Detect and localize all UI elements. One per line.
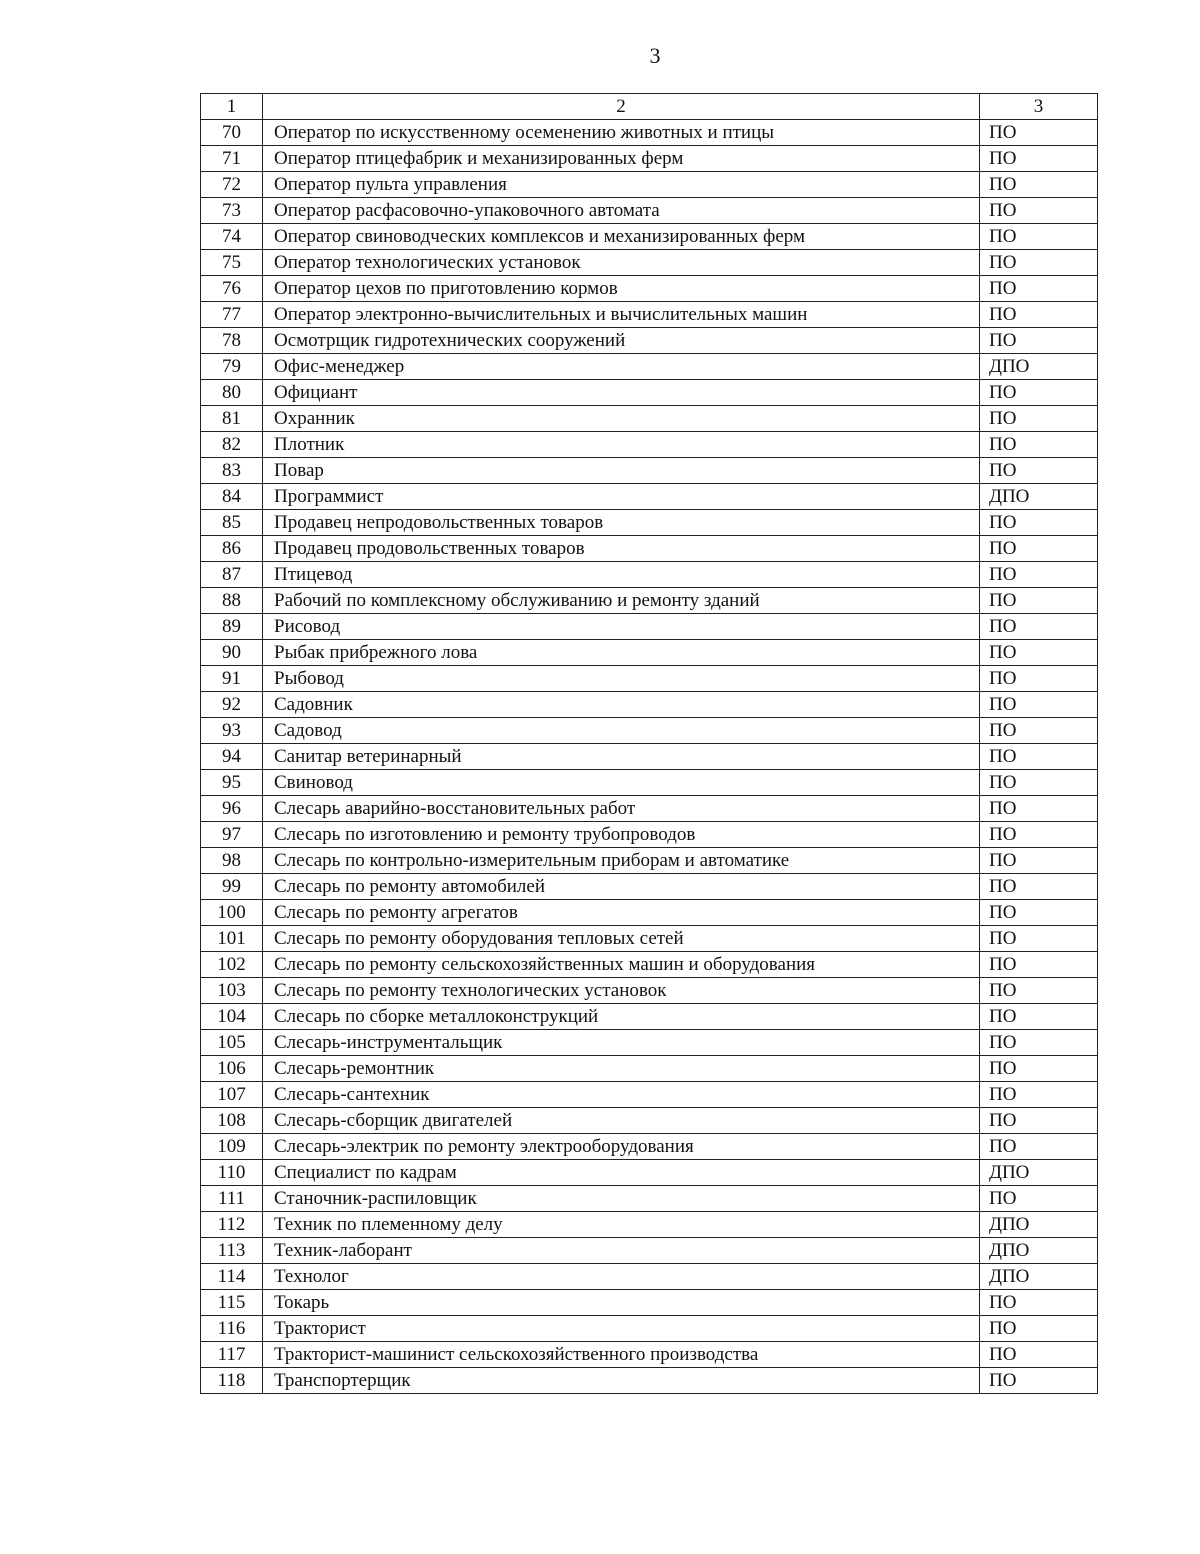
row-number-cell: 79 xyxy=(201,354,263,380)
table-row xyxy=(201,120,1098,146)
education-type-cell: ПО xyxy=(980,1134,1098,1160)
profession-name-cell: Слесарь по ремонту автомобилей xyxy=(263,874,980,900)
education-type-cell: ДПО xyxy=(980,354,1098,380)
row-number-cell: 112 xyxy=(201,1212,263,1238)
row-number-cell: 106 xyxy=(201,1056,263,1082)
profession-name-cell: Оператор пульта управления xyxy=(263,172,980,198)
education-type-cell: ПО xyxy=(980,510,1098,536)
row-number-cell: 114 xyxy=(201,1264,263,1290)
row-number-cell: 86 xyxy=(201,536,263,562)
profession-name-cell: Тракторист xyxy=(263,1316,980,1342)
row-number-cell: 75 xyxy=(201,250,263,276)
professions-table xyxy=(200,93,1098,1394)
row-number-cell: 77 xyxy=(201,302,263,328)
profession-name-cell: Слесарь-инструментальщик xyxy=(263,1030,980,1056)
education-type-cell: ПО xyxy=(980,796,1098,822)
profession-name-cell: Токарь xyxy=(263,1290,980,1316)
row-number-cell: 99 xyxy=(201,874,263,900)
education-type-cell: ПО xyxy=(980,172,1098,198)
education-type-cell: ПО xyxy=(980,198,1098,224)
row-number-cell: 72 xyxy=(201,172,263,198)
row-number-cell: 115 xyxy=(201,1290,263,1316)
table-row xyxy=(201,354,1098,380)
row-number-cell: 117 xyxy=(201,1342,263,1368)
education-type-cell: ПО xyxy=(980,1290,1098,1316)
education-type-cell: ПО xyxy=(980,926,1098,952)
table-row xyxy=(201,1342,1098,1368)
row-number-cell: 84 xyxy=(201,484,263,510)
table-row xyxy=(201,718,1098,744)
profession-name-cell: Слесарь-ремонтник xyxy=(263,1056,980,1082)
row-number-cell: 105 xyxy=(201,1030,263,1056)
table-row xyxy=(201,874,1098,900)
row-number-cell: 94 xyxy=(201,744,263,770)
profession-name-cell: Техник-лаборант xyxy=(263,1238,980,1264)
row-number-cell: 110 xyxy=(201,1160,263,1186)
education-type-cell: ПО xyxy=(980,822,1098,848)
table-row xyxy=(201,1264,1098,1290)
education-type-cell: ДПО xyxy=(980,1238,1098,1264)
profession-name-cell: Продавец непродовольственных товаров xyxy=(263,510,980,536)
education-type-cell: ПО xyxy=(980,952,1098,978)
row-number-cell: 101 xyxy=(201,926,263,952)
profession-name-cell: Садовод xyxy=(263,718,980,744)
row-number-cell: 98 xyxy=(201,848,263,874)
table-row xyxy=(201,978,1098,1004)
education-type-cell: ПО xyxy=(980,120,1098,146)
table-row xyxy=(201,692,1098,718)
table-row xyxy=(201,822,1098,848)
row-number-cell: 70 xyxy=(201,120,263,146)
profession-name-cell: Продавец продовольственных товаров xyxy=(263,536,980,562)
profession-name-cell: Слесарь-сантехник xyxy=(263,1082,980,1108)
profession-name-cell: Оператор по искусственному осеменению животных и птицы xyxy=(263,120,980,146)
row-number-cell: 116 xyxy=(201,1316,263,1342)
profession-name-cell: Птицевод xyxy=(263,562,980,588)
education-type-cell: ПО xyxy=(980,744,1098,770)
profession-name-cell: Слесарь по сборке металлоконструкций xyxy=(263,1004,980,1030)
profession-name-cell: Тракторист-машинист сельскохозяйственного производства xyxy=(263,1342,980,1368)
table-row xyxy=(201,146,1098,172)
table-row xyxy=(201,744,1098,770)
education-type-cell: ПО xyxy=(980,1004,1098,1030)
profession-name-cell: Транспортерщик xyxy=(263,1368,980,1394)
education-type-cell: ПО xyxy=(980,1056,1098,1082)
profession-name-cell: Слесарь по ремонту технологических установок xyxy=(263,978,980,1004)
profession-name-cell: Оператор технологических установок xyxy=(263,250,980,276)
column-header-name: 2 xyxy=(263,94,980,120)
profession-name-cell: Рабочий по комплексному обслуживанию и ремонту зданий xyxy=(263,588,980,614)
profession-name-cell: Рисовод xyxy=(263,614,980,640)
table-row xyxy=(201,1134,1098,1160)
row-number-cell: 73 xyxy=(201,198,263,224)
table-row xyxy=(201,952,1098,978)
table-row xyxy=(201,1316,1098,1342)
row-number-cell: 74 xyxy=(201,224,263,250)
profession-name-cell: Осмотрщик гидротехнических сооружений xyxy=(263,328,980,354)
row-number-cell: 118 xyxy=(201,1368,263,1394)
profession-name-cell: Официант xyxy=(263,380,980,406)
education-type-cell: ПО xyxy=(980,692,1098,718)
table-row xyxy=(201,926,1098,952)
row-number-cell: 91 xyxy=(201,666,263,692)
table-row xyxy=(201,1030,1098,1056)
column-header-number: 1 xyxy=(201,94,263,120)
education-type-cell: ПО xyxy=(980,328,1098,354)
row-number-cell: 97 xyxy=(201,822,263,848)
profession-name-cell: Санитар ветеринарный xyxy=(263,744,980,770)
education-type-cell: ПО xyxy=(980,1108,1098,1134)
profession-name-cell: Оператор свиноводческих комплексов и механизированных ферм xyxy=(263,224,980,250)
table-body xyxy=(201,120,1098,1394)
row-number-cell: 80 xyxy=(201,380,263,406)
row-number-cell: 78 xyxy=(201,328,263,354)
row-number-cell: 89 xyxy=(201,614,263,640)
table-row xyxy=(201,380,1098,406)
education-type-cell: ПО xyxy=(980,1030,1098,1056)
table-row xyxy=(201,1082,1098,1108)
table-row xyxy=(201,510,1098,536)
education-type-cell: ПО xyxy=(980,770,1098,796)
table-row xyxy=(201,1238,1098,1264)
table-row xyxy=(201,1212,1098,1238)
education-type-cell: ПО xyxy=(980,614,1098,640)
row-number-cell: 76 xyxy=(201,276,263,302)
table-row xyxy=(201,588,1098,614)
table-row xyxy=(201,250,1098,276)
row-number-cell: 83 xyxy=(201,458,263,484)
table-row xyxy=(201,458,1098,484)
row-number-cell: 108 xyxy=(201,1108,263,1134)
profession-name-cell: Слесарь аварийно-восстановительных работ xyxy=(263,796,980,822)
profession-name-cell: Слесарь по ремонту оборудования тепловых сетей xyxy=(263,926,980,952)
table-row xyxy=(201,198,1098,224)
profession-name-cell: Слесарь по ремонту сельскохозяйственных машин и оборудования xyxy=(263,952,980,978)
profession-name-cell: Слесарь по ремонту агрегатов xyxy=(263,900,980,926)
education-type-cell: ПО xyxy=(980,874,1098,900)
education-type-cell: ПО xyxy=(980,1316,1098,1342)
profession-name-cell: Техник по племенному делу xyxy=(263,1212,980,1238)
education-type-cell: ДПО xyxy=(980,484,1098,510)
table-row xyxy=(201,536,1098,562)
profession-name-cell: Программист xyxy=(263,484,980,510)
profession-name-cell: Садовник xyxy=(263,692,980,718)
row-number-cell: 102 xyxy=(201,952,263,978)
row-number-cell: 90 xyxy=(201,640,263,666)
education-type-cell: ПО xyxy=(980,900,1098,926)
profession-name-cell: Технолог xyxy=(263,1264,980,1290)
education-type-cell: ПО xyxy=(980,432,1098,458)
row-number-cell: 82 xyxy=(201,432,263,458)
profession-name-cell: Свиновод xyxy=(263,770,980,796)
row-number-cell: 95 xyxy=(201,770,263,796)
education-type-cell: ПО xyxy=(980,562,1098,588)
table-row xyxy=(201,1368,1098,1394)
table-row xyxy=(201,406,1098,432)
row-number-cell: 93 xyxy=(201,718,263,744)
row-number-cell: 96 xyxy=(201,796,263,822)
table-row xyxy=(201,224,1098,250)
table-row xyxy=(201,796,1098,822)
education-type-cell: ПО xyxy=(980,640,1098,666)
row-number-cell: 88 xyxy=(201,588,263,614)
row-number-cell: 85 xyxy=(201,510,263,536)
row-number-cell: 92 xyxy=(201,692,263,718)
profession-name-cell: Оператор расфасовочно-упаковочного автомата xyxy=(263,198,980,224)
education-type-cell: ПО xyxy=(980,718,1098,744)
profession-name-cell: Повар xyxy=(263,458,980,484)
row-number-cell: 87 xyxy=(201,562,263,588)
profession-name-cell: Офис-менеджер xyxy=(263,354,980,380)
table-row xyxy=(201,640,1098,666)
profession-name-cell: Охранник xyxy=(263,406,980,432)
column-header-type: 3 xyxy=(980,94,1098,120)
education-type-cell: ПО xyxy=(980,1186,1098,1212)
table-row xyxy=(201,1160,1098,1186)
row-number-cell: 109 xyxy=(201,1134,263,1160)
page-number: 3 xyxy=(649,43,661,68)
profession-name-cell: Станочник-распиловщик xyxy=(263,1186,980,1212)
table-row xyxy=(201,172,1098,198)
education-type-cell: ПО xyxy=(980,1082,1098,1108)
profession-name-cell: Слесарь по изготовлению и ремонту трубопроводов xyxy=(263,822,980,848)
table-header-row xyxy=(201,94,1098,120)
table-row xyxy=(201,302,1098,328)
table-row xyxy=(201,432,1098,458)
table-row xyxy=(201,562,1098,588)
table-row xyxy=(201,1056,1098,1082)
profession-name-cell: Слесарь-электрик по ремонту электрооборудования xyxy=(263,1134,980,1160)
table-row xyxy=(201,900,1098,926)
education-type-cell: ПО xyxy=(980,380,1098,406)
education-type-cell: ПО xyxy=(980,458,1098,484)
profession-name-cell: Плотник xyxy=(263,432,980,458)
profession-name-cell: Рыбак прибрежного лова xyxy=(263,640,980,666)
table-row xyxy=(201,484,1098,510)
table-row xyxy=(201,328,1098,354)
profession-name-cell: Специалист по кадрам xyxy=(263,1160,980,1186)
education-type-cell: ПО xyxy=(980,146,1098,172)
table-row xyxy=(201,666,1098,692)
education-type-cell: ПО xyxy=(980,406,1098,432)
table-row xyxy=(201,1290,1098,1316)
row-number-cell: 107 xyxy=(201,1082,263,1108)
profession-name-cell: Оператор цехов по приготовлению кормов xyxy=(263,276,980,302)
table-row xyxy=(201,1186,1098,1212)
education-type-cell: ПО xyxy=(980,224,1098,250)
profession-name-cell: Слесарь по контрольно-измерительным приборам и автоматике xyxy=(263,848,980,874)
row-number-cell: 111 xyxy=(201,1186,263,1212)
education-type-cell: ПО xyxy=(980,978,1098,1004)
education-type-cell: ПО xyxy=(980,1368,1098,1394)
education-type-cell: ПО xyxy=(980,588,1098,614)
education-type-cell: ПО xyxy=(980,536,1098,562)
row-number-cell: 100 xyxy=(201,900,263,926)
profession-name-cell: Оператор электронно-вычислительных и вычислительных машин xyxy=(263,302,980,328)
row-number-cell: 113 xyxy=(201,1238,263,1264)
education-type-cell: ПО xyxy=(980,848,1098,874)
table-row xyxy=(201,1108,1098,1134)
education-type-cell: ПО xyxy=(980,1342,1098,1368)
table-row xyxy=(201,770,1098,796)
education-type-cell: ПО xyxy=(980,276,1098,302)
row-number-cell: 71 xyxy=(201,146,263,172)
profession-name-cell: Слесарь-сборщик двигателей xyxy=(263,1108,980,1134)
education-type-cell: ДПО xyxy=(980,1212,1098,1238)
table-row xyxy=(201,276,1098,302)
table-row xyxy=(201,848,1098,874)
profession-name-cell: Оператор птицефабрик и механизированных ферм xyxy=(263,146,980,172)
education-type-cell: ДПО xyxy=(980,1264,1098,1290)
education-type-cell: ДПО xyxy=(980,1160,1098,1186)
education-type-cell: ПО xyxy=(980,250,1098,276)
row-number-cell: 104 xyxy=(201,1004,263,1030)
profession-name-cell: Рыбовод xyxy=(263,666,980,692)
education-type-cell: ПО xyxy=(980,302,1098,328)
table-row xyxy=(201,1004,1098,1030)
row-number-cell: 81 xyxy=(201,406,263,432)
row-number-cell: 103 xyxy=(201,978,263,1004)
table-row xyxy=(201,614,1098,640)
education-type-cell: ПО xyxy=(980,666,1098,692)
